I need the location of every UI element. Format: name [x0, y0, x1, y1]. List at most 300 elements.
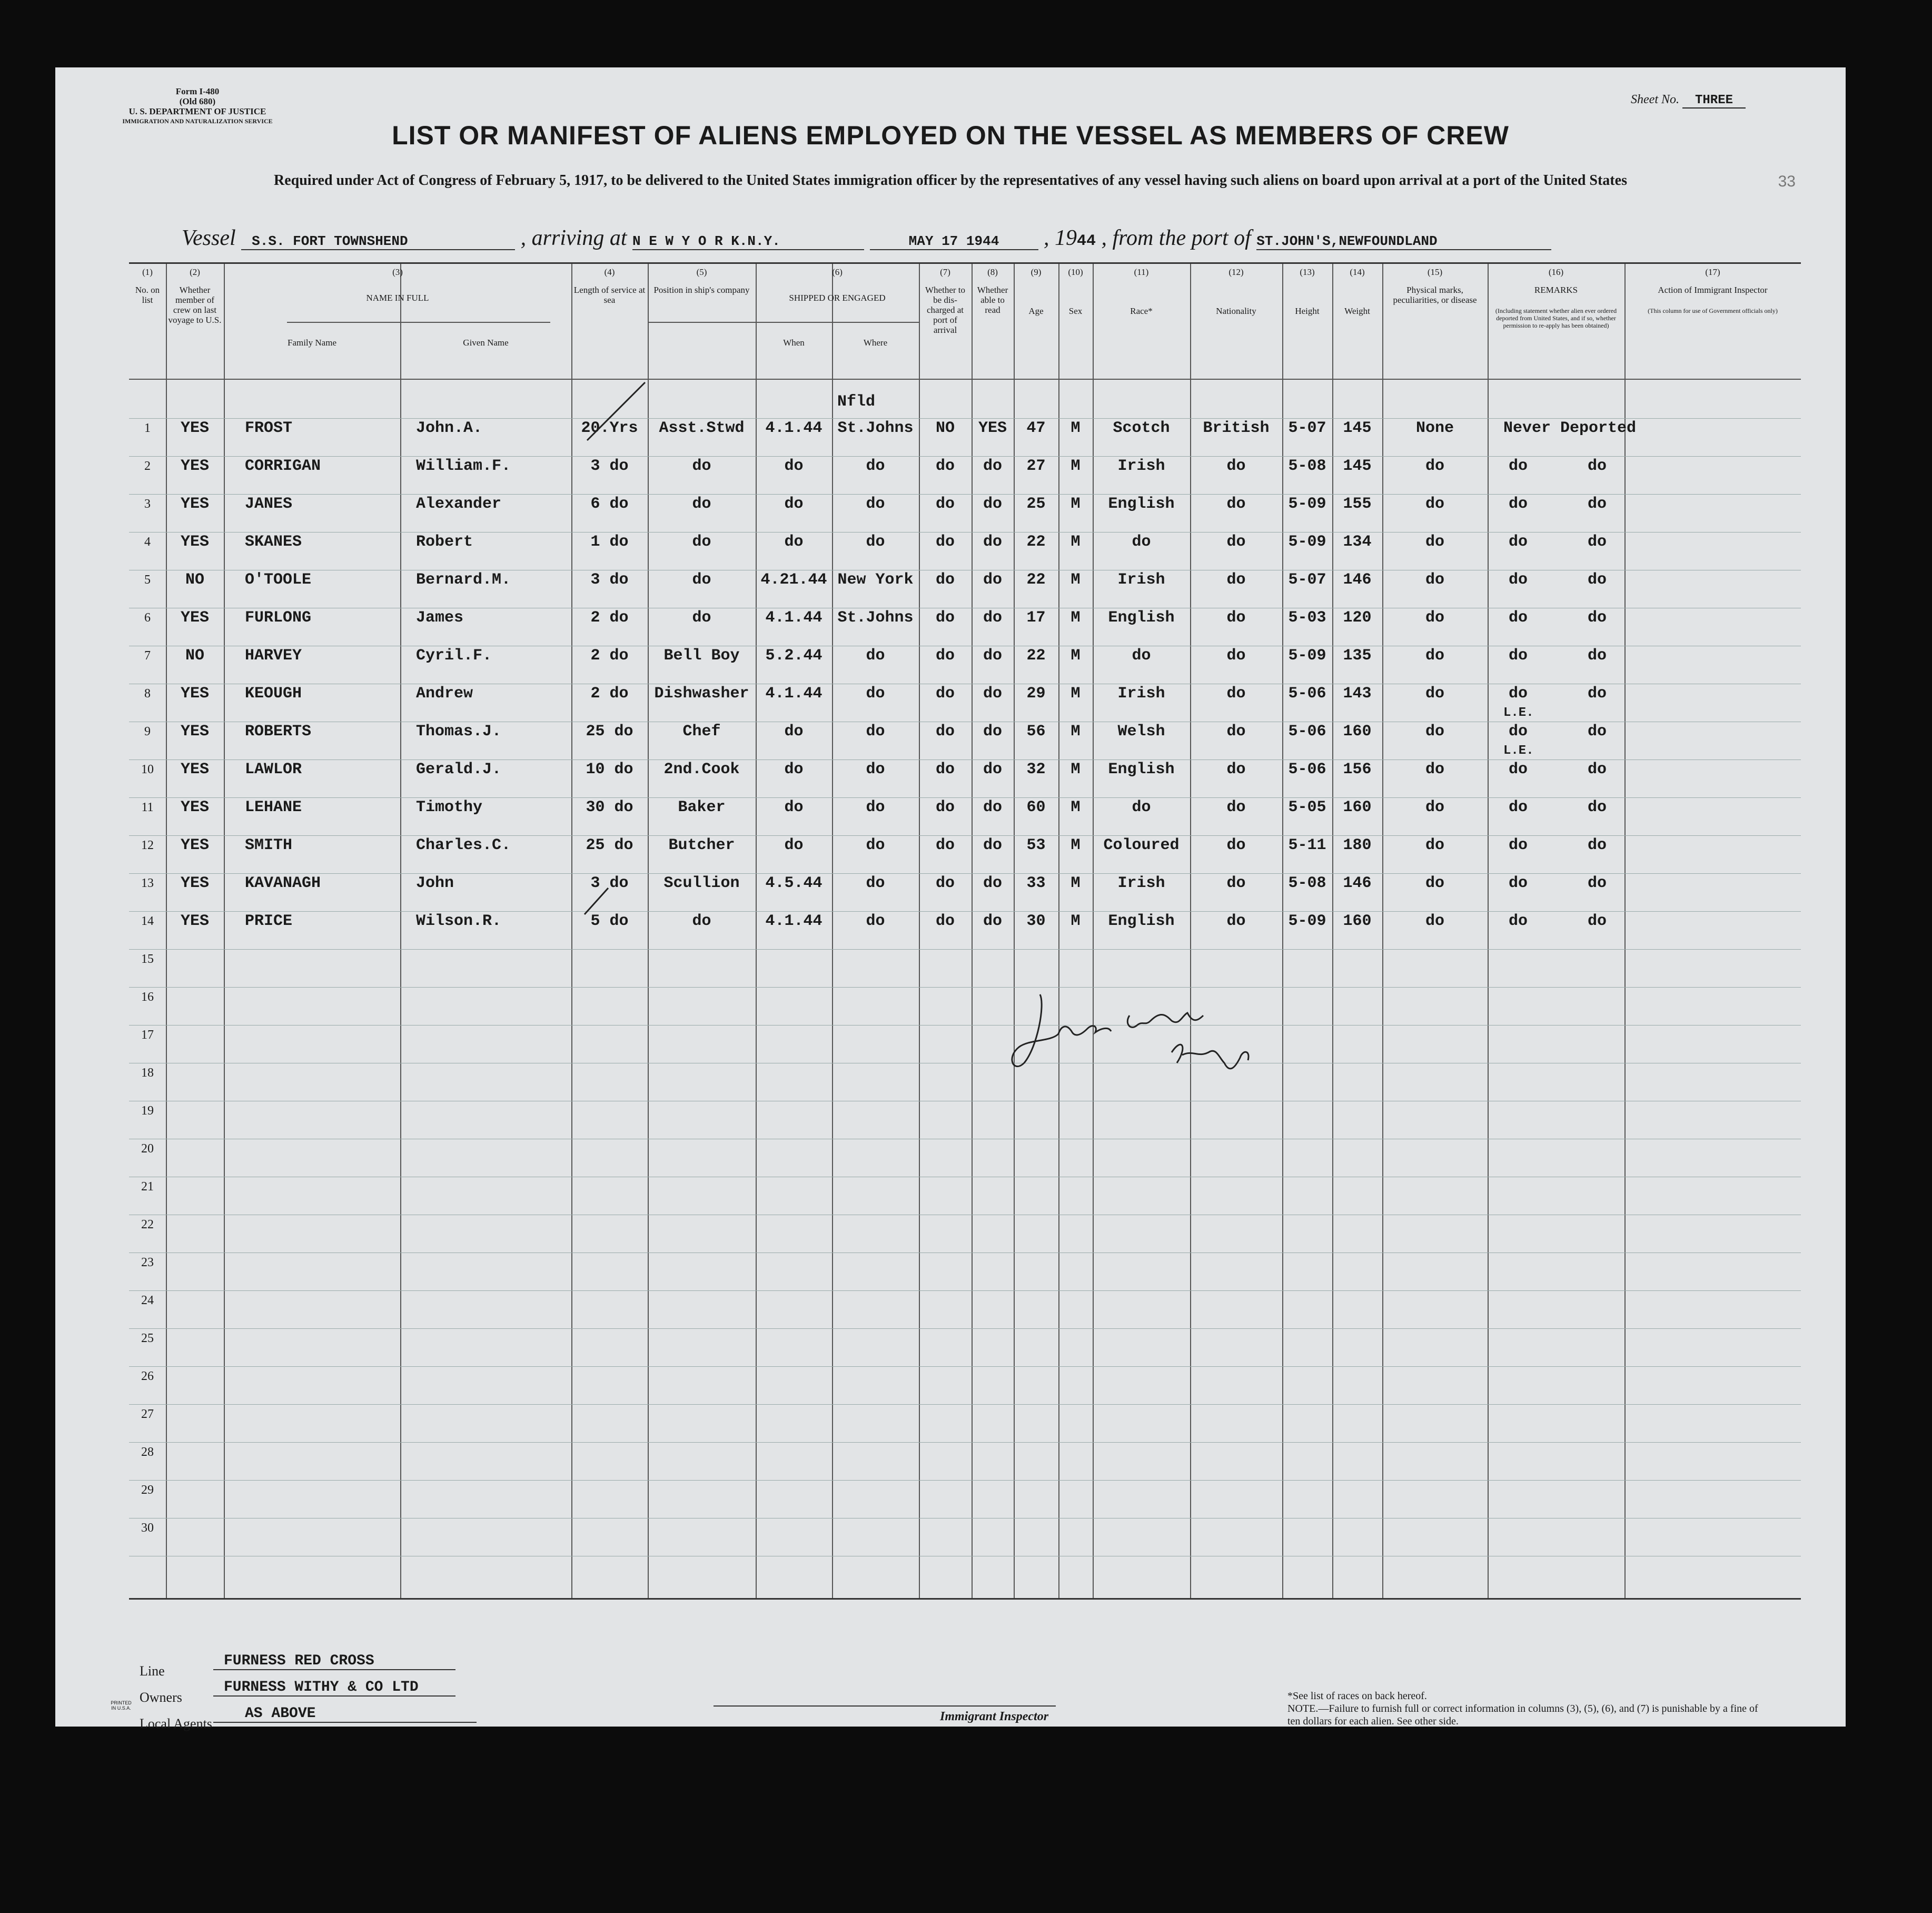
cell-age: 22	[1026, 571, 1046, 589]
cell-age: 33	[1026, 874, 1046, 892]
cell-when: do	[784, 761, 804, 778]
cell-remarks: do	[1588, 761, 1607, 778]
row-rule	[129, 1442, 1801, 1443]
column-subnote: (Including statement whether alien ever ordered deported from United States, and if so, whether permission to re-apply has been obtained)	[1495, 307, 1617, 329]
cell-height: 5-03	[1288, 609, 1326, 627]
local-agents-value: AS ABOVE	[213, 1705, 477, 1723]
row-rule	[129, 1404, 1801, 1405]
row-number: 15	[141, 952, 154, 966]
cell-discharge: do	[935, 647, 955, 665]
cell-service: 3 do	[590, 571, 629, 589]
column-header: Weight	[1344, 306, 1370, 316]
cell-race: English	[1108, 912, 1175, 930]
owners-label: Owners	[140, 1690, 182, 1705]
column-header: No. on list	[135, 285, 160, 305]
cell-family: LEHANE	[245, 798, 302, 816]
cell-sex: M	[1071, 798, 1081, 816]
cell-discharge: do	[935, 836, 955, 854]
cell-remarks: do	[1509, 874, 1528, 892]
manifest-sheet	[55, 67, 1846, 1731]
cell-weight: 155	[1343, 495, 1372, 513]
cell-where: do	[866, 761, 885, 778]
cell-marks: do	[1425, 647, 1444, 665]
cell-when: do	[784, 836, 804, 854]
page-mark: 33	[1778, 173, 1796, 190]
row-rule	[129, 494, 1801, 495]
column-number: (2)	[190, 267, 200, 277]
arrival-year: 44	[1077, 232, 1096, 250]
column-subdivider	[832, 322, 833, 1598]
cell-when: 4.5.44	[765, 874, 823, 892]
column-number: (16)	[1548, 267, 1564, 277]
cell-crew: YES	[180, 457, 209, 475]
vessel-name: S.S. FORT TOWNSHEND	[241, 233, 515, 250]
column-header: Sex	[1068, 306, 1083, 316]
vessel-info-line	[182, 225, 1814, 251]
year-label: , 19	[1044, 226, 1077, 250]
column-number: (7)	[940, 267, 950, 277]
cell-race: Scotch	[1113, 419, 1170, 437]
cell-weight: 160	[1343, 912, 1372, 930]
cell-height: 5-09	[1288, 912, 1326, 930]
cell-position: Dishwasher	[654, 685, 749, 703]
cell-remarks: do	[1588, 723, 1607, 741]
column-subnote: (This column for use of Government officials only)	[1648, 307, 1778, 314]
cell-family: KAVANAGH	[245, 874, 321, 892]
row-number: 7	[144, 649, 151, 663]
cell-service: 25 do	[586, 723, 633, 741]
cell-age: 30	[1026, 912, 1046, 930]
cell-nationality: do	[1226, 495, 1246, 513]
cell-where: do	[866, 836, 885, 854]
cell-family: KEOUGH	[245, 685, 302, 703]
row-number: 9	[144, 725, 151, 738]
cell-weight: 146	[1343, 571, 1372, 589]
cell-when: do	[784, 533, 804, 551]
cell-family: CORRIGAN	[245, 457, 321, 475]
cell-service: 10 do	[586, 761, 633, 778]
cell-position: Butcher	[668, 836, 735, 854]
cell-where: do	[866, 685, 885, 703]
column-header: Whether to be dis-charged at port of arrival	[925, 285, 965, 335]
cell-marks: do	[1425, 571, 1444, 589]
cell-sex: M	[1071, 609, 1081, 627]
column-header: Length of service at sea	[573, 285, 646, 305]
cell-family: O'TOOLE	[245, 571, 312, 589]
department-name: U. S. DEPARTMENT OF JUSTICE	[128, 106, 266, 116]
row-number: 8	[144, 687, 151, 701]
cell-service: 3 do	[590, 457, 629, 475]
cell-weight: 145	[1343, 457, 1372, 475]
cell-position: do	[692, 495, 711, 513]
cell-given: John.A.	[416, 419, 483, 437]
cell-read: do	[983, 533, 1002, 551]
cell-age: 22	[1026, 647, 1046, 665]
cell-sex: M	[1071, 457, 1081, 475]
cell-height: 5-05	[1288, 798, 1326, 816]
cell-read: do	[983, 647, 1002, 665]
page-subtitle: Required under Act of Congress of February 5, 1917, to be delivered to the United States immigration officer by the representatives of any vessel having such aliens on board upon arrival at a port of the United States	[274, 172, 1627, 189]
cell-given: Wilson.R.	[416, 912, 502, 930]
cell-sex: M	[1071, 874, 1081, 892]
row-number: 27	[141, 1407, 154, 1421]
cell-age: 47	[1026, 419, 1046, 437]
cell-crew: YES	[180, 912, 209, 930]
arriving-label: , arriving at	[520, 226, 627, 250]
header-bottom-line	[129, 379, 1801, 380]
row-number: 16	[141, 990, 154, 1004]
cell-remarks: do	[1509, 647, 1528, 665]
cell-height: 5-06	[1288, 723, 1326, 741]
cell-position: do	[692, 457, 711, 475]
column-header: Physical marks, peculiarities, or disease	[1393, 285, 1477, 305]
row-rule	[129, 456, 1801, 457]
cell-service: 1 do	[590, 533, 629, 551]
cell-weight: 180	[1343, 836, 1372, 854]
cell-crew: YES	[180, 874, 209, 892]
cell-read: do	[983, 912, 1002, 930]
column-header: Action of Immigrant Inspector	[1658, 285, 1768, 295]
cell-given: James	[416, 609, 464, 627]
cell-position: Baker	[678, 798, 726, 816]
cell-age: 29	[1026, 685, 1046, 703]
cell-remarks: Never Deported	[1503, 419, 1637, 437]
cell-nationality: do	[1226, 571, 1246, 589]
sheet-number	[1631, 93, 1746, 109]
cell-height: 5-09	[1288, 647, 1326, 665]
column-subheader: When	[783, 338, 805, 348]
column-header: Whether able to read	[977, 285, 1008, 315]
cell-nationality: do	[1226, 798, 1246, 816]
column-header: Position in ship's company	[653, 285, 750, 295]
cell-marks: do	[1425, 912, 1444, 930]
tick-stroke	[584, 888, 608, 914]
cell-nationality: do	[1226, 874, 1246, 892]
cell-when: 5.2.44	[765, 647, 823, 665]
arrival-port: N E W Y O R K.N.Y.	[632, 233, 864, 250]
cell-when: 4.21.44	[760, 571, 827, 589]
row-rule	[129, 532, 1801, 533]
cell-given: John	[416, 874, 454, 892]
cell-sex: M	[1071, 761, 1081, 778]
row-number: 29	[141, 1483, 154, 1497]
cell-height: 5-09	[1288, 495, 1326, 513]
column-number: (10)	[1068, 267, 1083, 277]
column-number: (6)	[832, 267, 843, 277]
cell-read: do	[983, 874, 1002, 892]
cell-marks: do	[1425, 495, 1444, 513]
cell-weight: 160	[1343, 723, 1372, 741]
le-mark: L.E.	[1503, 706, 1534, 720]
cell-service: 2 do	[590, 647, 629, 665]
cell-given: William.F.	[416, 457, 511, 475]
cell-race: do	[1132, 647, 1151, 665]
row-rule	[129, 797, 1801, 798]
column-number: (9)	[1031, 267, 1042, 277]
cell-family: PRICE	[245, 912, 293, 930]
cell-remarks: do	[1588, 457, 1607, 475]
cell-where: do	[866, 723, 885, 741]
page-title: LIST OR MANIFEST OF ALIENS EMPLOYED ON THE VESSEL AS MEMBERS OF CREW	[392, 121, 1509, 150]
cell-crew: YES	[180, 419, 209, 437]
line-value: FURNESS RED CROSS	[213, 1653, 455, 1670]
cell-where: do	[866, 874, 885, 892]
cell-where: do	[866, 647, 885, 665]
cell-marks: do	[1425, 874, 1444, 892]
cell-remarks: do	[1509, 685, 1528, 703]
cell-remarks: do	[1588, 836, 1607, 854]
service-tick-marks	[577, 372, 666, 951]
arrival-date: MAY 17 1944	[870, 233, 1038, 250]
cell-position: do	[692, 912, 711, 930]
local-agents-label: Local Agents	[140, 1716, 212, 1731]
cell-crew: YES	[180, 798, 209, 816]
cell-crew: YES	[180, 723, 209, 741]
cell-where: do	[866, 798, 885, 816]
cell-position: Scullion	[663, 874, 740, 892]
cell-given: Thomas.J.	[416, 723, 502, 741]
cell-family: LAWLOR	[245, 761, 302, 778]
column-number: (1)	[142, 267, 153, 277]
row-number: 23	[141, 1256, 154, 1269]
cell-height: 5-06	[1288, 685, 1326, 703]
cell-remarks: do	[1509, 571, 1528, 589]
cell-sex: M	[1071, 647, 1081, 665]
column-number: (17)	[1705, 267, 1720, 277]
cell-discharge: do	[935, 609, 955, 627]
row-number: 11	[141, 801, 154, 814]
cell-sex: M	[1071, 419, 1081, 437]
cell-sex: M	[1071, 836, 1081, 854]
cell-sex: M	[1071, 571, 1081, 589]
owners-value: FURNESS WITHY & CO LTD	[213, 1679, 455, 1697]
cell-where: New York	[837, 571, 914, 589]
column-header: Race*	[1130, 306, 1153, 316]
cell-when: 4.1.44	[765, 912, 823, 930]
cell-discharge: do	[935, 874, 955, 892]
cell-service: 2 do	[590, 609, 629, 627]
cell-nationality: do	[1226, 912, 1246, 930]
row-number: 26	[141, 1369, 154, 1383]
row-number: 20	[141, 1142, 154, 1156]
cell-nationality: do	[1226, 609, 1246, 627]
row-number: 22	[141, 1218, 154, 1231]
column-divider	[1488, 264, 1489, 1598]
cell-height: 5-08	[1288, 874, 1326, 892]
column-number: (4)	[604, 267, 615, 277]
cell-family: FURLONG	[245, 609, 312, 627]
line-label: Line	[140, 1663, 165, 1679]
column-subheader: Given Name	[463, 338, 509, 348]
column-header: SHIPPED OR ENGAGED	[789, 293, 886, 303]
cell-age: 60	[1026, 798, 1046, 816]
cell-remarks: do	[1509, 495, 1528, 513]
tick-stroke	[587, 382, 645, 440]
cell-marks: do	[1425, 836, 1444, 854]
cell-race: do	[1132, 798, 1151, 816]
vessel-label: Vessel	[182, 226, 236, 250]
cell-crew: NO	[185, 647, 204, 665]
cell-age: 25	[1026, 495, 1046, 513]
row-number: 28	[141, 1445, 154, 1459]
cell-remarks: do	[1509, 761, 1528, 778]
cell-read: do	[983, 457, 1002, 475]
cell-remarks: do	[1509, 798, 1528, 816]
cell-where: do	[866, 495, 885, 513]
cell-age: 53	[1026, 836, 1046, 854]
row-rule	[129, 1480, 1801, 1481]
column-header: NAME IN FULL	[366, 293, 429, 303]
cell-family: ROBERTS	[245, 723, 312, 741]
cell-position: Bell Boy	[663, 647, 740, 665]
cell-given: Timothy	[416, 798, 483, 816]
cell-read: do	[983, 798, 1002, 816]
cell-remarks: do	[1509, 457, 1528, 475]
cell-family: JANES	[245, 495, 293, 513]
cell-service: 5 do	[590, 912, 629, 930]
inspector-signature-line	[714, 1705, 1056, 1707]
cell-where: St.Johns	[837, 419, 914, 437]
column-number: (12)	[1228, 267, 1244, 277]
cell-read: do	[983, 495, 1002, 513]
cell-weight: 145	[1343, 419, 1372, 437]
cell-sex: M	[1071, 912, 1081, 930]
row-rule	[129, 911, 1801, 912]
cell-race: Irish	[1117, 874, 1165, 892]
column-subheader: Where	[863, 338, 888, 348]
cell-given: Alexander	[416, 495, 502, 513]
cell-remarks: do	[1509, 533, 1528, 551]
cell-age: 22	[1026, 533, 1046, 551]
cell-weight: 120	[1343, 609, 1372, 627]
cell-crew: YES	[180, 836, 209, 854]
cell-given: Andrew	[416, 685, 473, 703]
row-number: 21	[141, 1180, 154, 1194]
row-number: 4	[144, 535, 151, 549]
row-rule	[129, 835, 1801, 836]
cell-discharge: do	[935, 912, 955, 930]
cell-remarks: do	[1509, 836, 1528, 854]
cell-sex: M	[1071, 685, 1081, 703]
row-number: 14	[141, 914, 154, 928]
column-subheader: Family Name	[287, 338, 336, 348]
header-subline	[287, 322, 550, 323]
cell-given: Gerald.J.	[416, 761, 502, 778]
cell-sex: M	[1071, 533, 1081, 551]
le-mark: L.E.	[1503, 744, 1534, 758]
cell-service: 30 do	[586, 798, 633, 816]
cell-remarks: do	[1588, 533, 1607, 551]
row-rule	[129, 1290, 1801, 1291]
cell-when: do	[784, 457, 804, 475]
footnote	[1287, 1690, 1761, 1728]
cell-sex: M	[1071, 495, 1081, 513]
cell-nationality: do	[1226, 533, 1246, 551]
sheet-number-label: Sheet No.	[1631, 93, 1679, 106]
cell-remarks: do	[1509, 609, 1528, 627]
cell-discharge: do	[935, 533, 955, 551]
races-note: *See list of races on back hereof.	[1287, 1690, 1427, 1702]
crew-table	[129, 262, 1801, 1600]
cell-where: do	[866, 457, 885, 475]
row-number: 18	[141, 1066, 154, 1080]
cell-position: do	[692, 533, 711, 551]
column-number: (5)	[696, 267, 707, 277]
cell-discharge: do	[935, 798, 955, 816]
column-header: Whether member of crew on last voyage to U.S.	[168, 285, 222, 325]
row-number: 30	[141, 1521, 154, 1535]
row-number: 13	[141, 876, 154, 890]
cell-service: 20.Yrs	[581, 419, 638, 437]
cell-where: do	[866, 912, 885, 930]
row-number: 19	[141, 1104, 154, 1118]
cell-weight: 143	[1343, 685, 1372, 703]
cell-marks: do	[1425, 457, 1444, 475]
cell-service: 3 do	[590, 874, 629, 892]
cell-family: SMITH	[245, 836, 293, 854]
cell-weight: 156	[1343, 761, 1372, 778]
cell-weight: 135	[1343, 647, 1372, 665]
row-rule	[129, 987, 1801, 988]
cell-when: do	[784, 723, 804, 741]
cell-discharge: do	[935, 761, 955, 778]
cell-read: do	[983, 571, 1002, 589]
column-number: (8)	[987, 267, 998, 277]
column-header: Height	[1295, 306, 1320, 316]
cell-when: 4.1.44	[765, 685, 823, 703]
where-note: Nfld	[837, 393, 876, 411]
cell-service: 25 do	[586, 836, 633, 854]
cell-race: Irish	[1117, 457, 1165, 475]
inspector-signature	[1008, 984, 1261, 1084]
cell-discharge: do	[935, 457, 955, 475]
cell-position: do	[692, 571, 711, 589]
column-number: (3)	[392, 267, 403, 277]
cell-when: 4.1.44	[765, 609, 823, 627]
row-rule	[129, 1366, 1801, 1367]
row-rule	[129, 418, 1801, 419]
cell-remarks: do	[1588, 571, 1607, 589]
row-rule	[129, 949, 1801, 950]
cell-marks: do	[1425, 723, 1444, 741]
cell-nationality: do	[1226, 723, 1246, 741]
cell-race: Irish	[1117, 571, 1165, 589]
cell-given: Bernard.M.	[416, 571, 511, 589]
cell-when: 4.1.44	[765, 419, 823, 437]
row-number: 2	[144, 459, 151, 473]
cell-remarks: do	[1588, 495, 1607, 513]
form-old-number: (Old 680)	[179, 96, 216, 106]
header-subline	[648, 322, 919, 323]
cell-height: 5-11	[1288, 836, 1326, 854]
cell-height: 5-06	[1288, 761, 1326, 778]
cell-discharge: do	[935, 571, 955, 589]
cell-height: 5-08	[1288, 457, 1326, 475]
cell-service: 6 do	[590, 495, 629, 513]
column-number: (15)	[1427, 267, 1443, 277]
row-number: 24	[141, 1294, 154, 1307]
cell-remarks: do	[1588, 609, 1607, 627]
printer-mark: PRINTED IN U.S.A.	[111, 1700, 132, 1711]
cell-discharge: do	[935, 723, 955, 741]
cell-discharge: do	[935, 685, 955, 703]
cell-remarks: do	[1588, 798, 1607, 816]
cell-marks: None	[1415, 419, 1454, 437]
column-number: (14)	[1350, 267, 1365, 277]
row-number: 25	[141, 1332, 154, 1345]
cell-crew: YES	[180, 761, 209, 778]
cell-remarks: do	[1588, 912, 1607, 930]
